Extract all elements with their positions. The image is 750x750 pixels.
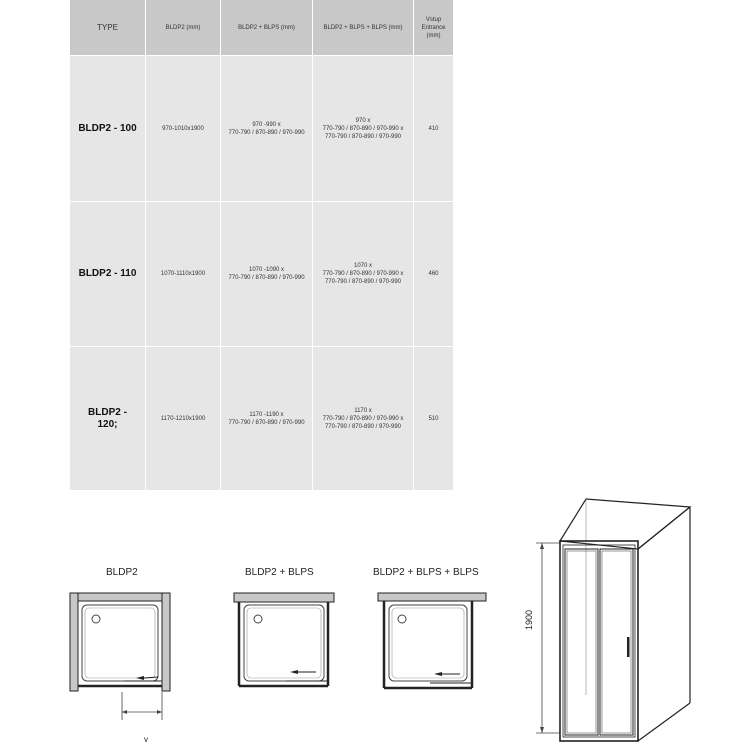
- header-bldp2: BLDP2 (mm): [146, 0, 221, 56]
- table-cell-bldp2-blps: 1070 -1090 x 770-790 / 870-890 / 970-990: [221, 202, 313, 347]
- header-entrance: [414, 0, 453, 56]
- table-cell-bldp2-blps: 970 -990 x 770-790 / 870-890 / 970-990: [221, 56, 313, 202]
- table-cell-bldp2: 1170-1210x1900: [146, 347, 221, 490]
- table-cell-entrance: 460: [414, 202, 453, 347]
- diagram-bldp2-blps-blps: [372, 588, 492, 698]
- header-bldp2-blps-blps: BLDP2 + BLPS + BLPS (mm): [313, 0, 414, 56]
- table-row-type: BLDP2 - 110: [70, 202, 146, 347]
- spec-table: [70, 0, 453, 490]
- table-cell-bldp2-blps-blps: 1070 x 770-790 / 870-890 / 970-990 x 770-790 / 870-890 / 970-990: [313, 202, 414, 347]
- header-entrance-label: Vstup Entrance (mm): [421, 16, 446, 39]
- table-row-type: BLDP2 - 100: [70, 56, 146, 202]
- table-row-type: BLDP2 - 120;: [70, 347, 146, 490]
- diagram-bldp2-blps: [230, 588, 340, 698]
- diagram-bldp2-blps-label: BLDP2 + BLPS: [245, 567, 314, 578]
- diagram-bldp2-label: BLDP2: [106, 567, 138, 578]
- table-cell-bldp2: 970-1010x1900: [146, 56, 221, 202]
- enclosure-3d-drawing: [520, 495, 710, 745]
- header-type: TYPE: [70, 0, 146, 56]
- table-cell-entrance: 510: [428, 415, 439, 422]
- table-cell-bldp2: 1070-1110x1900: [146, 202, 221, 347]
- header-bldp2-blps: BLDP2 + BLPS (mm): [221, 0, 313, 56]
- entrance-v-label: v: [144, 735, 148, 744]
- table-cell-bldp2-blps: 1170 -1190 x 770-790 / 870-890 / 970-990: [221, 347, 313, 490]
- table-cell-entrance: 410: [414, 56, 453, 202]
- diagram-bldp2: [66, 588, 176, 738]
- table-cell-bldp2-blps-blps: 970 x 770-790 / 870-890 / 970-990 x 770-790 / 870-890 / 970-990: [313, 56, 414, 202]
- table-cell-bldp2-blps-blps: 1170 x 770-790 / 870-890 / 970-990 x 770-790 / 870-890 / 970-990: [313, 347, 414, 490]
- diagram-bldp2-blps-blps-label: BLDP2 + BLPS + BLPS: [373, 567, 479, 578]
- height-dimension-label: 1900: [524, 609, 534, 630]
